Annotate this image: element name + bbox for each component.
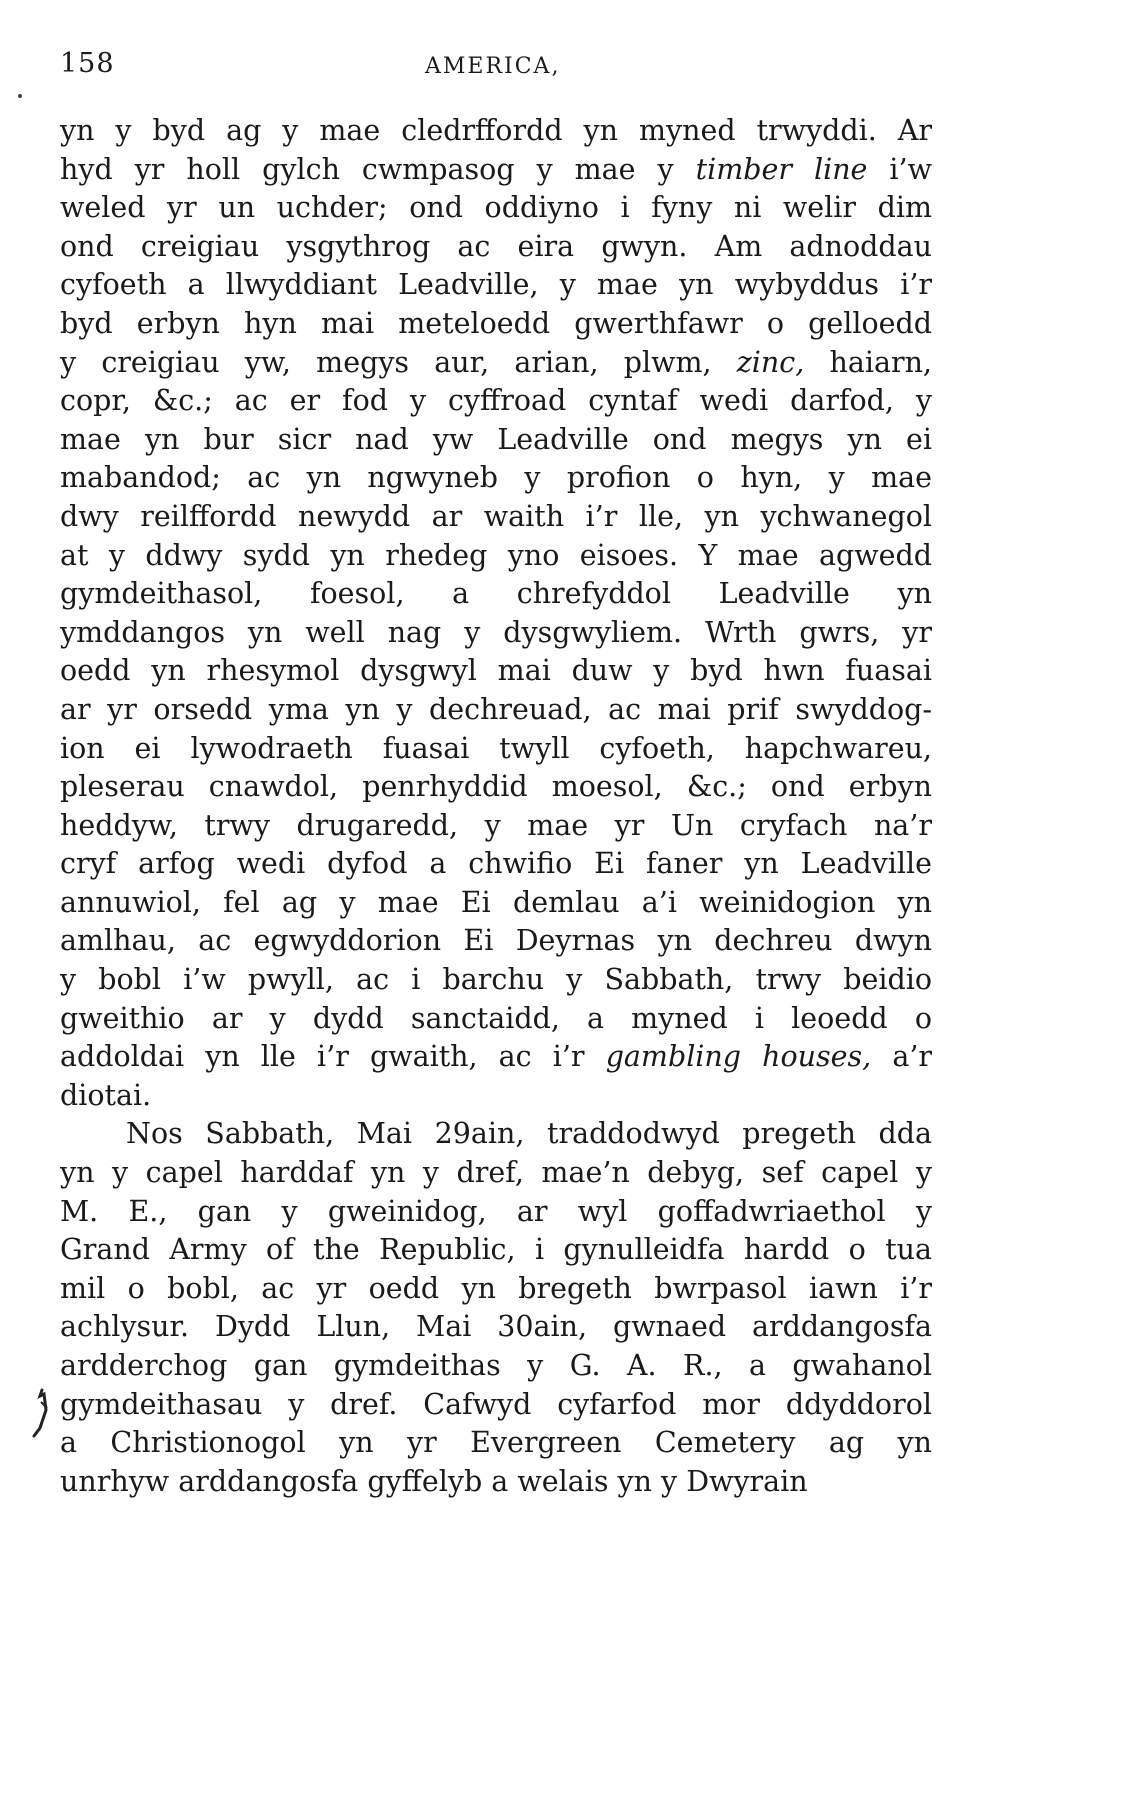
text-line: amlhau, ac egwyddorion Ei Deyrnas yn dechreu dwyn: [60, 924, 932, 958]
text-line: M. E., gan y gweinidog, ar wyl goffadwriaethol y: [60, 1194, 932, 1228]
text-line: y creigiau yw, megys aur, arian, plwm, zinc, haiarn,: [60, 345, 932, 379]
text-line: mil o bobl, ac yr oedd yn bregeth bwrpasol iawn i’r: [60, 1271, 932, 1305]
italic-phrase: gambling houses,: [605, 1040, 872, 1074]
text-line: pleserau cnawdol, penrhyddid moesol, &c.; ond erbyn: [60, 770, 932, 804]
text-line: weled yr un uchder; ond oddiyno i fyny ni welir dim: [60, 191, 932, 225]
page-header: [60, 48, 940, 88]
running-title: AMERICA,: [425, 54, 561, 79]
text-line: diotai.: [60, 1078, 152, 1112]
text-line: a Christionogol yn yr Evergreen Cemetery ag yn: [60, 1426, 932, 1460]
handwritten-pen-mark: [32, 1388, 56, 1440]
text-line: ymddangos yn well nag y dysgwyliem. Wrth gwrs, yr: [60, 615, 932, 649]
text-line: mae yn bur sicr nad yw Leadville ond megys yn ei: [60, 422, 932, 456]
page-number: 158: [60, 48, 115, 79]
text-line: ion ei lywodraeth fuasai twyll cyfoeth, hapchwareu,: [60, 731, 932, 765]
body-text: [60, 112, 932, 1501]
text-line: heddyw, trwy drugaredd, y mae yr Un cryfach na’r: [60, 808, 932, 842]
text-line: at y ddwy sydd yn rhedeg yno eisoes. Y mae agwedd: [60, 538, 932, 572]
text-line: y bobl i’w pwyll, ac i barchu y Sabbath, trwy beidio: [60, 963, 932, 997]
text-line: annuwiol, fel ag y mae Ei demlau a’i weinidogion yn: [60, 885, 932, 919]
text-line: hyd yr holl gylch cwmpasog y mae y timber line i’w: [60, 152, 932, 186]
text-line: addoldai yn lle i’r gwaith, ac i’r gambling houses, a’r: [60, 1040, 932, 1074]
text-line: yn y capel harddaf yn y dref, mae’n debyg, sef capel y: [60, 1156, 932, 1190]
italic-phrase: timber line: [695, 152, 868, 186]
text-line: cryf arfog wedi dyfod a chwifio Ei faner yn Leadville: [60, 847, 932, 881]
text-line: ardderchog gan gymdeithas y G. A. R., a gwahanol: [60, 1349, 932, 1382]
text-line: oedd yn rhesymol dysgwyl mai duw y byd hwn fuasai: [60, 654, 932, 688]
text-line: cyfoeth a llwyddiant Leadville, y mae yn wybyddus i’r: [60, 268, 932, 302]
text-line: achlysur. Dydd Llun, Mai 30ain, gwnaed arddangosfa: [60, 1310, 932, 1344]
text-line: dwy reilffordd newydd ar waith i’r lle, yn ychwanegol: [60, 499, 932, 533]
text-line: yn y byd ag y mae cledrffordd yn myned trwyddi. Ar: [60, 114, 932, 147]
text-line: Grand Army of the Republic, i gynulleidfa hardd o tua: [60, 1233, 932, 1267]
text-line: copr, &c.; ac er fod y cyffroad cyntaf wedi darfod, y: [60, 384, 932, 418]
text-line: gymdeithasau y dref. Cafwyd cyfarfod mor ddyddorol: [60, 1387, 932, 1421]
text-line: Nos Sabbath, Mai 29ain, traddodwyd pregeth dda: [126, 1117, 932, 1151]
italic-phrase: zinc,: [736, 345, 805, 379]
text-line: byd erbyn hyn mai meteloedd gwerthfawr o gelloedd: [60, 306, 932, 340]
text-line: unrhyw arddangosfa gyffelyb a welais yn y Dwyrain: [60, 1464, 808, 1498]
text-line: ar yr orsedd yma yn y dechreuad, ac mai prif swyddog-: [60, 692, 932, 726]
text-line: mabandod; ac yn ngwyneb y profion o hyn, y mae: [60, 461, 932, 495]
text-line: gymdeithasol, foesol, a chrefyddol Leadville yn: [60, 577, 932, 611]
stray-ink-dot: [18, 94, 22, 98]
text-line: gweithio ar y dydd sanctaidd, a myned i leoedd o: [60, 1001, 932, 1035]
text-line: ond creigiau ysgythrog ac eira gwyn. Am adnoddau: [60, 229, 932, 263]
